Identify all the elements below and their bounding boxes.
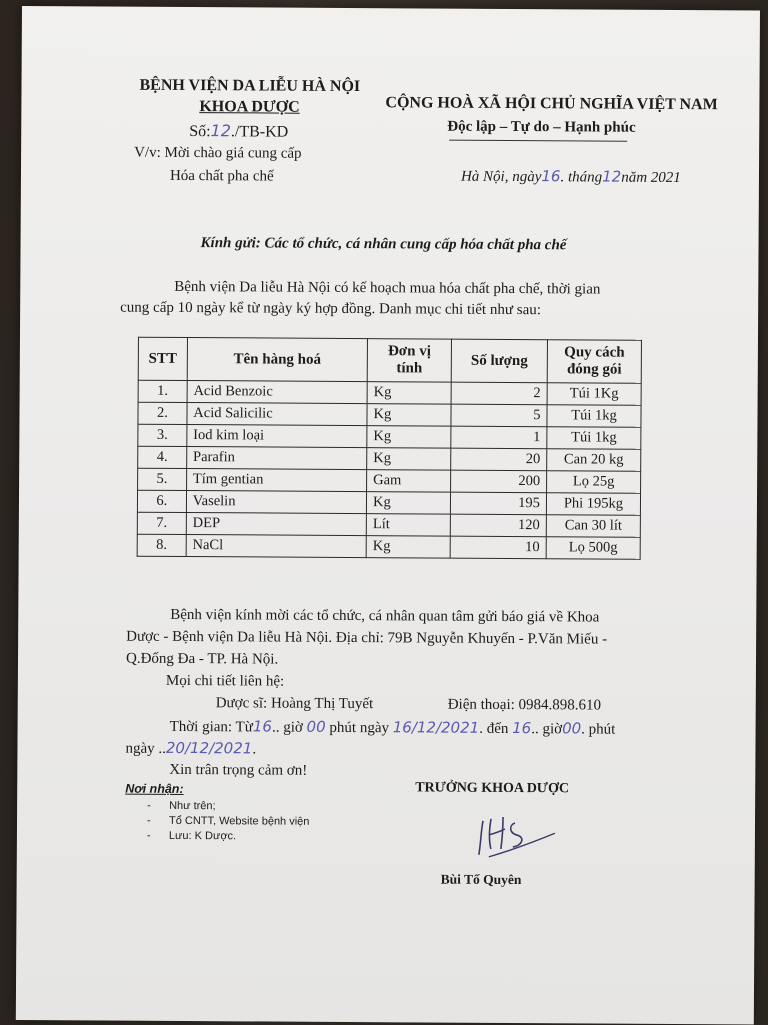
department-name: KHOA DƯỢC: [199, 98, 300, 116]
time-line-2: [125, 739, 256, 759]
hour-label-2: .. giờ: [531, 721, 563, 738]
minute-label-2: . phút: [581, 721, 616, 738]
hour-label: .. giờ: [271, 719, 303, 736]
start-date-handwritten: 16/12/2021: [392, 718, 480, 737]
header-packaging: [547, 340, 641, 384]
table-row: [138, 402, 641, 427]
document-date: [461, 167, 681, 187]
header-item-name: Tên hàng hoá: [187, 338, 367, 382]
recipient-item: - Lưu: K Dược.: [146, 829, 237, 843]
row-stt: 7.: [137, 512, 186, 534]
table-row: [138, 424, 641, 449]
chemicals-table: [137, 337, 642, 560]
date-prefix: Hà Nội, ngày: [460, 168, 542, 186]
row-item-name: Parafin: [186, 447, 366, 470]
motto: Độc lập – Tự do – Hạnh phúc: [447, 118, 636, 136]
pharmacist-name: Dược sĩ: Hoàng Thị Tuyết: [215, 695, 374, 713]
recipient-item: - Như trên;: [147, 799, 216, 813]
time-prefix: Thời gian: Từ: [169, 718, 253, 736]
row-unit: Kg: [366, 536, 450, 559]
row-item-name: Iod kim loại: [187, 425, 367, 448]
row-item-name: DEP: [186, 513, 366, 536]
table-row: [137, 534, 640, 559]
row-quantity: 2: [451, 382, 547, 405]
subject-line-1: V/v: Mời chào giá cung cấp: [134, 144, 302, 162]
motto-underline: [449, 140, 627, 142]
header-unit-line-2: tính: [396, 360, 423, 377]
row-item-name: Vaselin: [186, 491, 366, 514]
row-stt: 8.: [137, 534, 186, 556]
phone-number: Điện thoại: 0984.898.610: [447, 696, 602, 714]
row-packaging: Lọ 25g: [547, 471, 641, 494]
row-unit: Kg: [367, 404, 451, 427]
row-packaging: Can 30 lít: [546, 515, 640, 538]
ref-suffix: ./TB-KD: [230, 123, 289, 141]
row-packaging: Phi 195kg: [546, 493, 640, 516]
intro-line-1: Bệnh viện Da liễu Hà Nội có kế hoạch mua hóa chất pha chế, thời gian: [174, 278, 601, 298]
row-quantity: 120: [450, 514, 546, 537]
row-packaging: Can 20 kg: [547, 449, 641, 472]
header-packaging-line-2: đóng gói: [566, 361, 622, 378]
document-page: [16, 6, 760, 1024]
row-packaging: Túi 1Kg: [547, 383, 641, 406]
recipients-list: [145, 799, 310, 845]
row-stt: 3.: [138, 424, 187, 446]
header-quantity: Số lượng: [451, 339, 547, 383]
row-item-name: Acid Salicilic: [187, 403, 367, 426]
row-unit: Kg: [367, 382, 451, 405]
to-label: . đến: [479, 720, 509, 737]
end-date-handwritten: 20/12/2021: [165, 738, 253, 758]
subject-line-2: Hóa chất pha chế: [169, 167, 274, 185]
row-quantity: 200: [451, 470, 547, 493]
minute-label: phút ngày: [325, 719, 390, 737]
closing-text: Xin trân trọng cảm ơn!: [169, 761, 308, 779]
row-quantity: 10: [450, 536, 546, 559]
start-hour-handwritten: 16: [252, 717, 273, 736]
table-row: [138, 468, 641, 493]
invite-line-1: Bệnh viện kính mời các tổ chức, cá nhân quan tâm gửi báo giá về Khoa: [170, 606, 600, 626]
row-unit: Kg: [366, 492, 450, 515]
header-unit-line-1: Đơn vị: [387, 343, 431, 360]
row-stt: 6.: [137, 490, 186, 512]
row-packaging: Túi 1kg: [547, 405, 641, 428]
signer-title: TRƯỞNG KHOA DƯỢC: [415, 780, 570, 797]
row-stt: 5.: [138, 468, 187, 490]
row-packaging: Lọ 500g: [546, 537, 640, 560]
signer-name: Bùi Tố Quyên: [440, 871, 522, 888]
end-suffix: .: [252, 741, 257, 758]
recipients-title: Nơi nhận:: [125, 781, 184, 797]
row-item-name: Tím gentian: [186, 469, 366, 492]
hospital-name: BỆNH VIỆN DA LIỄU HÀ NỘI: [139, 76, 361, 96]
header-stt: STT: [138, 337, 187, 380]
date-month-handwritten: 12: [602, 167, 622, 186]
row-quantity: 20: [451, 448, 547, 471]
table-row: [138, 446, 641, 471]
signature-mark: [469, 809, 559, 865]
row-stt: 1.: [138, 380, 187, 402]
reference-number: [189, 121, 288, 142]
row-item-name: NaCl: [186, 535, 366, 558]
row-quantity: 195: [450, 492, 546, 515]
table-row: [137, 512, 640, 537]
row-unit: Kg: [367, 426, 451, 449]
row-quantity: 5: [451, 404, 547, 427]
header-unit: [367, 339, 451, 383]
header-packaging-line-1: Quy cách: [564, 344, 625, 361]
time-line-1: [170, 717, 616, 739]
ref-prefix: Số:: [189, 123, 211, 141]
table-row: [138, 380, 641, 405]
date-year-label: năm 2021: [621, 169, 681, 187]
contact-label: Mọi chi tiết liên hệ:: [165, 672, 285, 690]
row-stt: 2.: [138, 402, 187, 424]
date-day-handwritten: 16: [541, 167, 561, 186]
row-packaging: Túi 1kg: [547, 427, 641, 450]
row-unit: Kg: [367, 448, 451, 471]
end-minute-handwritten: 00: [562, 719, 582, 738]
row-unit: Lít: [366, 514, 450, 537]
start-minute-handwritten: 00: [306, 717, 326, 736]
recipient-item: - Tổ CNTT, Website bệnh viện: [146, 814, 310, 828]
salutation: Kính gửi: Các tổ chức, cá nhân cung cấp hóa chất pha chế: [200, 235, 567, 254]
table-header-row: [138, 337, 641, 383]
invite-line-2: Dược - Bệnh viện Da liễu Hà Nội. Địa chỉ: 79B Nguyễn Khuyến - P.Văn Miếu -: [126, 628, 608, 648]
row-stt: 4.: [138, 446, 187, 468]
date-month-label: . tháng: [560, 169, 603, 186]
ref-number-handwritten: 12: [210, 121, 232, 141]
row-quantity: 1: [451, 426, 547, 449]
country-name: CỘNG HOÀ XÃ HỘI CHỦ NGHĨA VIỆT NAM: [385, 94, 718, 114]
row-unit: Gam: [367, 470, 451, 493]
table-row: [137, 490, 640, 515]
day-label: ngày ..: [125, 740, 166, 757]
row-item-name: Acid Benzoic: [187, 381, 367, 404]
end-hour-handwritten: 16: [512, 719, 532, 738]
intro-line-2: cung cấp 10 ngày kể từ ngày ký hợp đồng. Danh mục chi tiết như sau:: [120, 299, 541, 319]
invite-line-3: Q.Đống Đa - TP. Hà Nội.: [125, 650, 279, 668]
